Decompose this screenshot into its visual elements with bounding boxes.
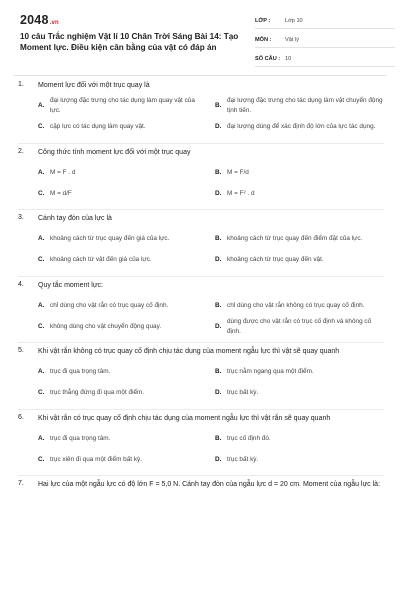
option-text: dùng được cho vật rắn có trục cố định và không cố định. bbox=[227, 317, 372, 335]
question-3 bbox=[18, 210, 384, 277]
option-letter: B. bbox=[215, 102, 222, 109]
option-d[interactable] bbox=[215, 183, 384, 204]
option-c[interactable] bbox=[38, 250, 207, 271]
question-list bbox=[18, 77, 384, 500]
option-b[interactable] bbox=[215, 295, 384, 316]
option-text: trục thẳng đứng đi qua một điểm. bbox=[50, 389, 145, 396]
meta-info bbox=[255, 14, 395, 71]
question-number: 4. bbox=[18, 280, 24, 288]
option-b[interactable] bbox=[215, 229, 384, 250]
logo-text: 2048 bbox=[20, 13, 49, 27]
option-letter: D. bbox=[215, 455, 222, 463]
meta-row-count bbox=[255, 52, 395, 67]
page-title: 10 câu Trắc nghiệm Vật lí 10 Chân Trời Sáng Bài 14: Tạo Moment lực. Điều kiện cân bằng của vật có đáp án bbox=[20, 32, 239, 52]
option-letter: D. bbox=[215, 189, 222, 197]
meta-value: Lớp 10 bbox=[285, 18, 303, 24]
question-header bbox=[18, 410, 384, 429]
question-number: 2. bbox=[18, 147, 24, 155]
option-letter: B. bbox=[215, 235, 222, 242]
question-text: Quy tắc moment lực: bbox=[38, 281, 103, 289]
option-d[interactable] bbox=[215, 449, 384, 470]
question-text: Hai lực của một ngẫu lực có độ lớn F = 5,0 N. Cánh tay đòn của ngẫu lực d = 20 cm. Moment của ngẫu lực là: bbox=[38, 481, 381, 488]
option-text: trục đi qua trọng tâm. bbox=[50, 368, 111, 375]
option-text: khoảng cách từ trục quay đến điểm đặt của lực. bbox=[227, 235, 363, 242]
option-a[interactable] bbox=[38, 428, 207, 449]
option-letter: A. bbox=[38, 434, 45, 442]
question-number: 1. bbox=[18, 81, 24, 88]
question-header bbox=[18, 210, 384, 229]
option-letter: A. bbox=[38, 235, 45, 242]
question-header bbox=[18, 77, 384, 96]
option-text: khoảng cách từ trục quay đến giá của lực. bbox=[50, 235, 170, 242]
option-text: khoảng cách từ trục quay đến vật. bbox=[227, 256, 324, 263]
option-text: đại lượng đặc trưng cho tác dụng làm quay vật của lực. bbox=[50, 97, 195, 114]
meta-row-subject bbox=[255, 33, 395, 48]
question-text: Công thức tính moment lực đối với một trục quay bbox=[38, 148, 191, 156]
option-d[interactable] bbox=[215, 316, 384, 337]
option-b[interactable] bbox=[215, 428, 384, 449]
meta-value: Vật lý bbox=[285, 37, 299, 43]
header-divider bbox=[14, 75, 386, 76]
option-text: không dùng cho vật chuyển động quay. bbox=[50, 322, 162, 330]
option-text: trục xiên đi qua một điểm bất kỳ. bbox=[50, 455, 142, 463]
question-header bbox=[18, 144, 384, 163]
option-letter: D. bbox=[215, 123, 222, 130]
question-7 bbox=[18, 476, 384, 500]
option-c[interactable] bbox=[38, 383, 207, 404]
option-letter: A. bbox=[38, 102, 45, 109]
option-letter: D. bbox=[215, 322, 222, 330]
question-header bbox=[18, 343, 384, 362]
option-c[interactable] bbox=[38, 183, 207, 204]
option-letter: C. bbox=[38, 389, 45, 396]
option-grid bbox=[18, 162, 384, 204]
site-logo[interactable] bbox=[20, 13, 59, 27]
option-a[interactable] bbox=[38, 295, 207, 316]
option-letter: C. bbox=[38, 256, 45, 263]
option-text: M = F/d bbox=[227, 168, 249, 176]
question-2 bbox=[18, 144, 384, 211]
option-text: chỉ dùng cho vật rắn có trục quay cố định. bbox=[50, 301, 169, 309]
header bbox=[0, 0, 400, 72]
option-letter: C. bbox=[38, 123, 45, 130]
option-text: trục đi qua trọng tâm. bbox=[50, 434, 111, 442]
option-text: M = d/F bbox=[50, 189, 72, 197]
meta-value: 10 bbox=[285, 56, 292, 62]
option-letter: D. bbox=[215, 389, 222, 396]
question-text: Khi vật rắn có trục quay cố định chịu tác dụng của moment ngẫu lực thì vật rắn sẽ quay quanh bbox=[38, 414, 331, 422]
option-c[interactable] bbox=[38, 449, 207, 470]
option-d[interactable] bbox=[215, 383, 384, 404]
question-number: 7. bbox=[18, 480, 24, 487]
option-d[interactable] bbox=[215, 117, 384, 138]
option-letter: C. bbox=[38, 322, 45, 330]
meta-key: LỚP : bbox=[255, 18, 271, 24]
option-a[interactable] bbox=[38, 96, 207, 117]
question-text: Moment lực đối với một trục quay là bbox=[38, 82, 150, 89]
option-a[interactable] bbox=[38, 229, 207, 250]
option-b[interactable] bbox=[215, 162, 384, 183]
option-text: M = F² . d bbox=[227, 189, 255, 197]
option-letter: C. bbox=[38, 189, 45, 197]
option-grid bbox=[18, 96, 384, 138]
meta-key: SỐ CÂU : bbox=[255, 56, 281, 62]
question-number: 3. bbox=[18, 214, 24, 221]
option-grid bbox=[18, 295, 384, 337]
question-6 bbox=[18, 410, 384, 477]
option-text: M = F . d bbox=[50, 168, 76, 176]
question-header bbox=[18, 476, 384, 495]
option-letter: C. bbox=[38, 455, 45, 463]
option-text: cặp lực có tác dụng làm quay vật. bbox=[50, 123, 146, 130]
option-text: trục nằm ngang qua một điểm. bbox=[227, 368, 314, 375]
option-c[interactable] bbox=[38, 316, 207, 337]
option-letter: B. bbox=[215, 168, 222, 176]
question-text: Cánh tay đòn của lực là bbox=[38, 215, 112, 222]
question-5 bbox=[18, 343, 384, 410]
option-a[interactable] bbox=[38, 162, 207, 183]
option-b[interactable] bbox=[215, 362, 384, 383]
option-letter: A. bbox=[38, 301, 45, 309]
option-letter: B. bbox=[215, 301, 222, 309]
question-header bbox=[18, 277, 384, 296]
option-letter: D. bbox=[215, 256, 222, 263]
option-text: trục bất kỳ. bbox=[227, 389, 259, 396]
question-4 bbox=[18, 277, 384, 344]
question-1 bbox=[18, 77, 384, 144]
option-text: đại lượng đặc trưng cho tác dụng làm vật chuyển động tịnh tiến. bbox=[227, 97, 383, 114]
option-text: trục cố định đó. bbox=[227, 434, 271, 442]
option-grid bbox=[18, 229, 384, 271]
option-text: chỉ dùng cho vật rắn không có trục quay cố định. bbox=[227, 301, 365, 309]
question-number: 6. bbox=[18, 413, 24, 421]
option-c[interactable] bbox=[38, 117, 207, 138]
option-a[interactable] bbox=[38, 362, 207, 383]
option-letter: B. bbox=[215, 434, 222, 442]
meta-key: MÔN : bbox=[255, 37, 272, 43]
option-b[interactable] bbox=[215, 96, 384, 117]
option-letter: A. bbox=[38, 168, 45, 176]
meta-row-class bbox=[255, 14, 395, 29]
option-text: đại lượng dùng để xác định độ lớn của lực tác dụng. bbox=[227, 123, 376, 130]
option-text: khoảng cách từ vật đến giá của lực. bbox=[50, 256, 152, 263]
option-text: trục bất kỳ. bbox=[227, 455, 259, 463]
option-grid bbox=[18, 362, 384, 404]
logo-suffix: .vn bbox=[49, 20, 59, 26]
option-letter: A. bbox=[38, 368, 45, 375]
option-letter: B. bbox=[215, 368, 222, 375]
question-text: Khi vật rắn không có trục quay cố định chịu tác dụng của moment ngẫu lực thì vật sẽ quay quanh bbox=[38, 348, 340, 355]
question-number: 5. bbox=[18, 347, 24, 354]
option-grid bbox=[18, 428, 384, 470]
option-d[interactable] bbox=[215, 250, 384, 271]
